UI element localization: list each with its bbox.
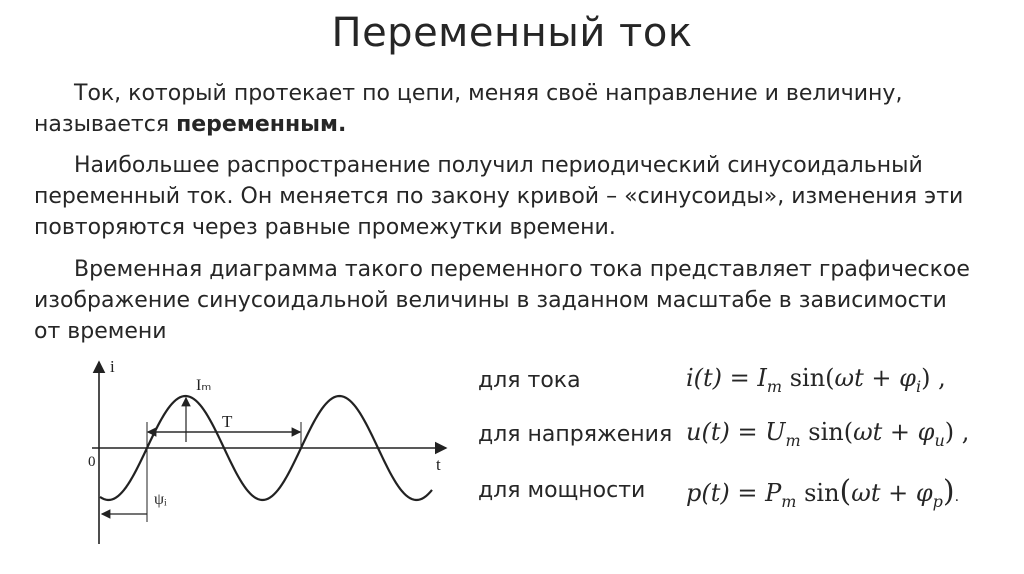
phase-subscript: u: [934, 430, 945, 450]
amplitude-subscript: m: [785, 430, 801, 450]
amplitude-subscript: m: [766, 376, 783, 396]
plus-sign: +: [882, 418, 918, 446]
x-axis-label: t: [436, 455, 441, 474]
sine-time-diagram: [62, 352, 452, 552]
paragraph-sinusoid-text: Наибольшее распространение получил периодический синусоидальный переменный ток. Он меняется по закону кривой – «синусоиды», изменения эти повторяются через равные промежутки времени.: [34, 153, 964, 240]
paragraph-diagram-text: Временная диаграмма такого переменного тока представляет графическое изображение синусоидальной величины в заданном масштабе в зависимости от времени: [34, 257, 970, 344]
phi-symbol: φ: [917, 418, 935, 446]
omega-t: ωt: [853, 418, 883, 446]
amplitude-symbol: P: [765, 479, 782, 507]
amplitude-symbol: I: [757, 364, 767, 392]
formula-label-voltage: для напряжения: [478, 422, 673, 447]
equals-sign: =: [722, 364, 758, 392]
origin-label: 0: [88, 454, 96, 470]
trailing-punct: ,: [930, 364, 946, 392]
equals-sign: =: [729, 479, 766, 507]
sin-function: sin: [804, 479, 840, 507]
sin-function: sin: [808, 418, 844, 446]
formula-lhs: u(t): [686, 418, 730, 446]
paragraph-definition-text: Ток, который протекает по цепи, меняя своё направление и величину, называется: [34, 81, 903, 137]
paragraph-sinusoid: [34, 150, 974, 243]
formula-voltage: $u(t) = U_m$ $\sin(\omega t + \varphi_u)$ ,: [686, 418, 970, 450]
formula-label-current: для тока: [478, 368, 581, 393]
equals-sign: =: [729, 418, 766, 446]
formula-row-voltage: [478, 416, 998, 456]
y-axis-label: i: [110, 357, 115, 376]
phase-label: ψᵢ: [154, 491, 167, 508]
amplitude-label: Iₘ: [196, 377, 212, 394]
omega-t: ωt: [851, 479, 881, 507]
sin-function: sin: [789, 364, 826, 392]
formula-current: $i(t) = I_m$ $\sin(\omega t + \varphi_i)$ ,: [686, 364, 946, 396]
formula-row-power: [478, 472, 998, 512]
phase-subscript: i: [915, 376, 922, 396]
slide-title: Переменный ток: [331, 10, 693, 56]
formula-lhs: i(t): [686, 364, 723, 392]
phase-subscript: p: [932, 491, 943, 511]
period-label: T: [222, 412, 233, 431]
trailing-punct: .: [954, 489, 960, 505]
paragraph-diagram: [34, 254, 974, 347]
omega-t: ωt: [834, 364, 864, 392]
formula-power: $p(t) = P_m$ $\sin(\omega t + \varphi_p)$.: [686, 474, 960, 511]
amplitude-subscript: m: [781, 491, 797, 511]
formula-lhs: p(t): [686, 479, 730, 507]
paragraph-definition: [34, 78, 974, 140]
paragraph-definition-bold: переменным.: [176, 112, 347, 137]
formula-row-current: [478, 362, 998, 402]
amplitude-symbol: U: [765, 418, 786, 446]
phi-symbol: φ: [915, 479, 933, 507]
plus-sign: +: [880, 479, 916, 507]
trailing-punct: ,: [954, 418, 970, 446]
formula-label-power: для мощности: [478, 478, 646, 503]
plus-sign: +: [863, 364, 900, 392]
phi-symbol: φ: [899, 364, 916, 392]
